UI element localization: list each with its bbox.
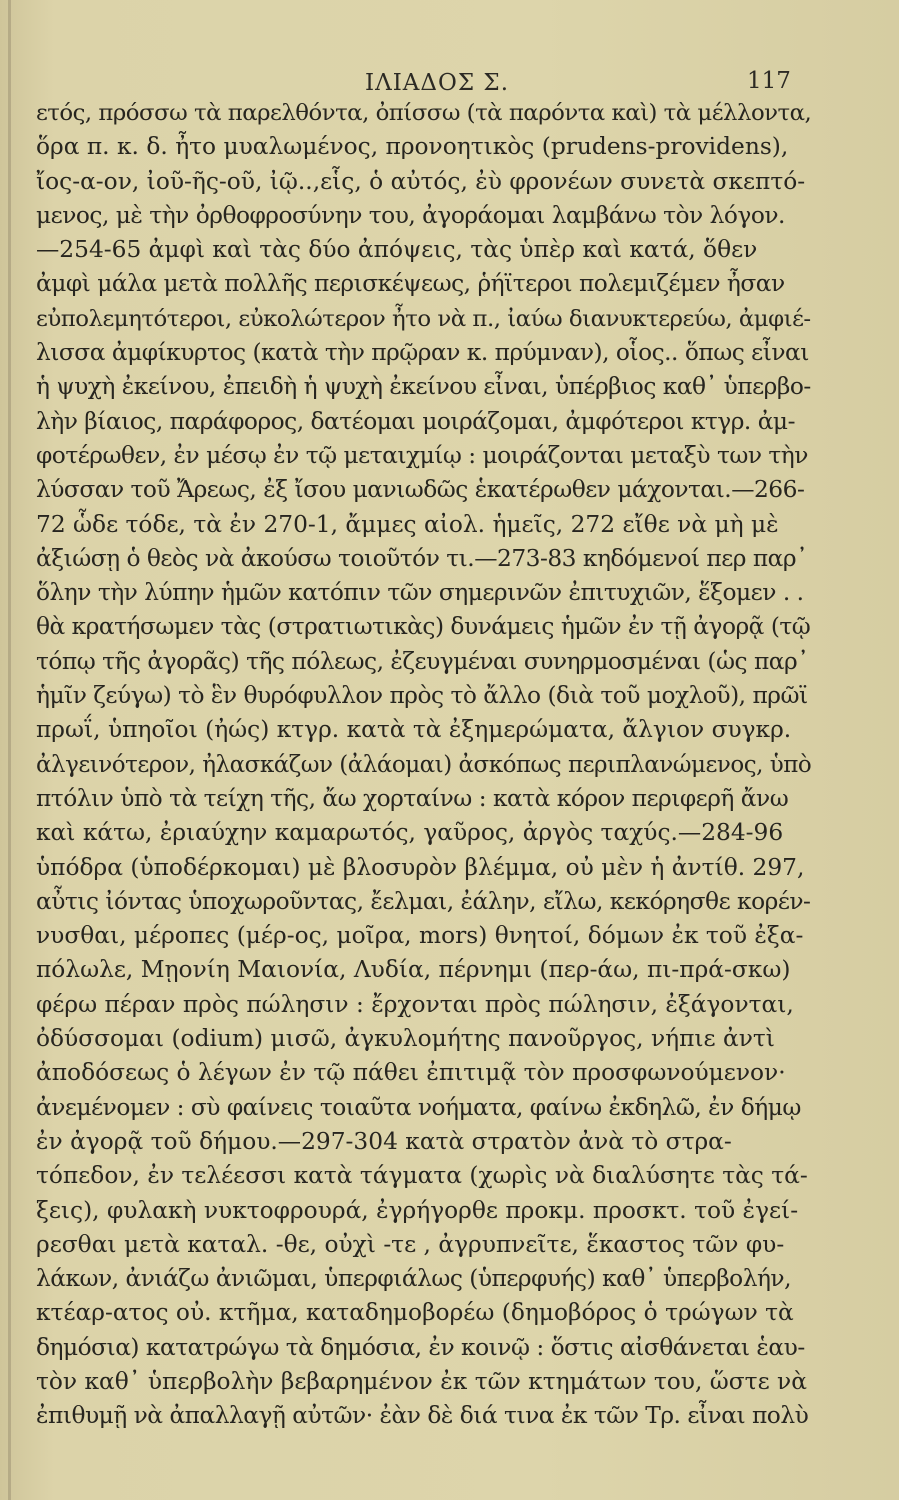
text-line: ρεσθαι μετὰ καταλ. -θε, οὐχὶ -τε , ἀγρυπνεῖτε, ἕκαστος τῶν φυ- <box>36 1230 785 1258</box>
text-line: λύσσαν τοῦ Ἄρεως, ἐξ ἴσου μανιωδῶς ἑκατέρωθεν μάχονται.—266- <box>36 476 805 504</box>
commentary-text <box>36 96 812 1434</box>
text-line: 72 ὧδε τόδε, τὰ ἐν 270-1, ἄμμες αἰολ. ἡμεῖς, 272 εἴθε νὰ μὴ μὲ <box>36 510 779 538</box>
text-line: ὑπόδρα (ὑποδέρκομαι) μὲ βλοσυρὸν βλέμμα, οὐ μὲν ἡ ἀντίθ. 297, <box>36 853 805 881</box>
text-line: δημόσια) κατατρώγω τὰ δημόσια, ἐν κοινῷ : ὅστις αἰσθάνεται ἑαυ- <box>36 1333 805 1361</box>
text-line: ἡμῖν ζεύγω) τὸ ἓν θυρόφυλλον πρὸς τὸ ἄλλο (διὰ τοῦ μοχλοῦ), πρῶϊ <box>36 682 808 710</box>
text-line: πρωΐ, ὑπηοῖοι (ἠώς) κτγρ. κατὰ τὰ ἐξημερώματα, ἄλγιον συγκρ. <box>36 716 792 744</box>
text-line: κτέαρ-ατος οὐ. κτῆμα, καταδημοβορέω (δημοβόρος ὁ τρώγων τὰ <box>36 1299 794 1327</box>
text-line: μενος, μὲ τὴν ὀρθοφροσύνην του, ἀγοράομαι λαμβάνω τὸν λόγον. <box>36 201 785 229</box>
text-line: ξεις), φυλακὴ νυκτοφρουρά, ἐγρήγορθε προκμ. προσκτ. τοῦ ἐγεί- <box>36 1196 799 1224</box>
text-line: θὰ κρατήσωμεν τὰς (στρατιωτικὰς) δυνάμεις ἡμῶν ἐν τῇ ἀγορᾷ (τῷ <box>36 613 811 641</box>
text-line: ἴος-α-ον, ἰοῦ-ῆς-οῦ, ἰῷ..,εἷς, ὁ αὐτός, ἐὺ φρονέων συνετὰ σκεπτό- <box>36 167 806 195</box>
text-line: πόλωλε, Μῃονίη Μαιονία, Λυδία, πέρνημι (περ-άω, πι-πρά-σκω) <box>36 956 791 984</box>
text-line: ἀποδόσεως ὁ λέγων ἐν τῷ πάθει ἐπιτιμᾷ τὸν προσφωνούμενον· <box>36 1059 786 1087</box>
text-line: ἀλγεινότερον, ἠλασκάζων (ἀλάομαι) ἀσκόπως περιπλανώμενος, ὑπὸ <box>36 751 812 778</box>
text-line: πτόλιν ὑπὸ τὰ τείχη τῆς, ἄω χορταίνω : κατὰ κόρον περιφερῆ ἄνω <box>36 784 789 812</box>
text-line: ἐπιθυμῇ νὰ ἀπαλλαγῇ αὐτῶν· ἐὰν δὲ διά τινα ἐκ τῶν Τρ. εἶναι πολὺ <box>36 1402 809 1430</box>
text-line: ὅρα π. κ. δ. ἦτο μυαλωμένος, προνοητικὸς (prudens-providens), <box>36 133 789 161</box>
text-line: λισσα ἀμφίκυρτος (κατὰ τὴν πρῷραν κ. πρύμναν), οἷος.. ὅπως εἶναι <box>36 339 809 367</box>
text-line: —254-65 ἀμφὶ καὶ τὰς δύο ἀπόψεις, τὰς ὑπὲρ καὶ κατά, ὅθεν <box>36 236 758 264</box>
text-line: ἀξιώσῃ ὁ θεὸς νὰ ἀκούσω τοιοῦτόν τι.—273-83 κηδόμενοί περ παρ᾽ <box>36 544 808 572</box>
text-line: τόπεδον, ἐν τελέεσσι κατὰ τάγματα (χωρὶς νὰ διαλύσητε τὰς τά- <box>36 1162 808 1190</box>
text-line: ἐν ἀγορᾷ τοῦ δήμου.—297-304 κατὰ στρατὸν ἀνὰ τὸ στρα- <box>36 1127 732 1155</box>
text-line: λὴν βίαιος, παράφορος, δατέομαι μοιράζομαι, ἀμφότεροι κτγρ. ἀμ- <box>36 407 795 435</box>
text-line: ὀδύσσομαι (odium) μισῶ, ἀγκυλομήτης πανοῦργος, νήπιε ἀντὶ <box>36 1025 775 1053</box>
text-line: ὅλην τὴν λύπην ἡμῶν κατόπιν τῶν σημερινῶν ἐπιτυχιῶν, ἕξομεν . . <box>36 579 804 607</box>
page-number: 117 <box>747 68 791 94</box>
text-line: ετός, πρόσσω τὰ παρελθόντα, ὀπίσσω (τὰ παρόντα καὶ) τὰ μέλλοντα, <box>36 100 812 126</box>
text-line: εὐπολεμητότεροι, εὐκολώτερον ἦτο νὰ π., ἰαύω διανυκτερεύω, ἀμφιέ- <box>36 305 811 332</box>
text-line: καὶ κάτω, ἐριαύχην καμαρωτός, γαῦρος, ἀργὸς ταχύς.—284-96 <box>36 819 784 847</box>
text-line: φέρω πέραν πρὸς πώλησιν : ἔρχονται πρὸς πώλησιν, ἐξάγονται, <box>36 990 794 1018</box>
text-line: τόπῳ τῆς ἀγορᾶς) τῆς πόλεως, ἐζευγμέναι συνηρμοσμέναι (ὡς παρ᾽ <box>36 647 809 675</box>
text-line: ἡ ψυχὴ ἐκείνου, ἐπειδὴ ἡ ψυχὴ ἐκείνου εἶναι, ὑπέρβιος καθ᾽ ὑπερβο- <box>36 373 811 401</box>
text-line: νυσθαι, μέροπες (μέρ-ος, μοῖρα, mors) θνητοί, δόμων ἐκ τοῦ ἐξα- <box>36 922 804 950</box>
text-line: λάκων, ἀνιάζω ἀνιῶμαι, ὑπερφιάλως (ὑπερφυής) καθ᾽ ὑπερβολήν, <box>36 1265 791 1293</box>
text-line: αὖτις ἰόντας ὑποχωροῦντας, ἔελμαι, ἐάλην, εἴλω, κεκόρησθε κορέν- <box>36 887 811 915</box>
text-line: φοτέρωθεν, ἐν μέσῳ ἐν τῷ μεταιχμίῳ : μοιράζονται μεταξὺ των τὴν <box>36 441 808 469</box>
text-line: τὸν καθ᾽ ὑπερβολὴν βεβαρημένον ἐκ τῶν κτημάτων του, ὥστε νὰ <box>36 1367 807 1395</box>
text-line: ἀνεμένομεν : σὺ φαίνεις τοιαῦτα νοήματα, φαίνω ἐκδηλῶ, ἐν δήμῳ <box>36 1093 801 1121</box>
running-title: ΙΛΙΑΔΟΣ Σ. <box>365 70 510 96</box>
text-line: ἀμφὶ μάλα μετὰ πολλῆς περισκέψεως, ῥήϊτεροι πολεμιζέμεν ἦσαν <box>36 270 785 298</box>
spine-edge <box>8 0 11 1500</box>
